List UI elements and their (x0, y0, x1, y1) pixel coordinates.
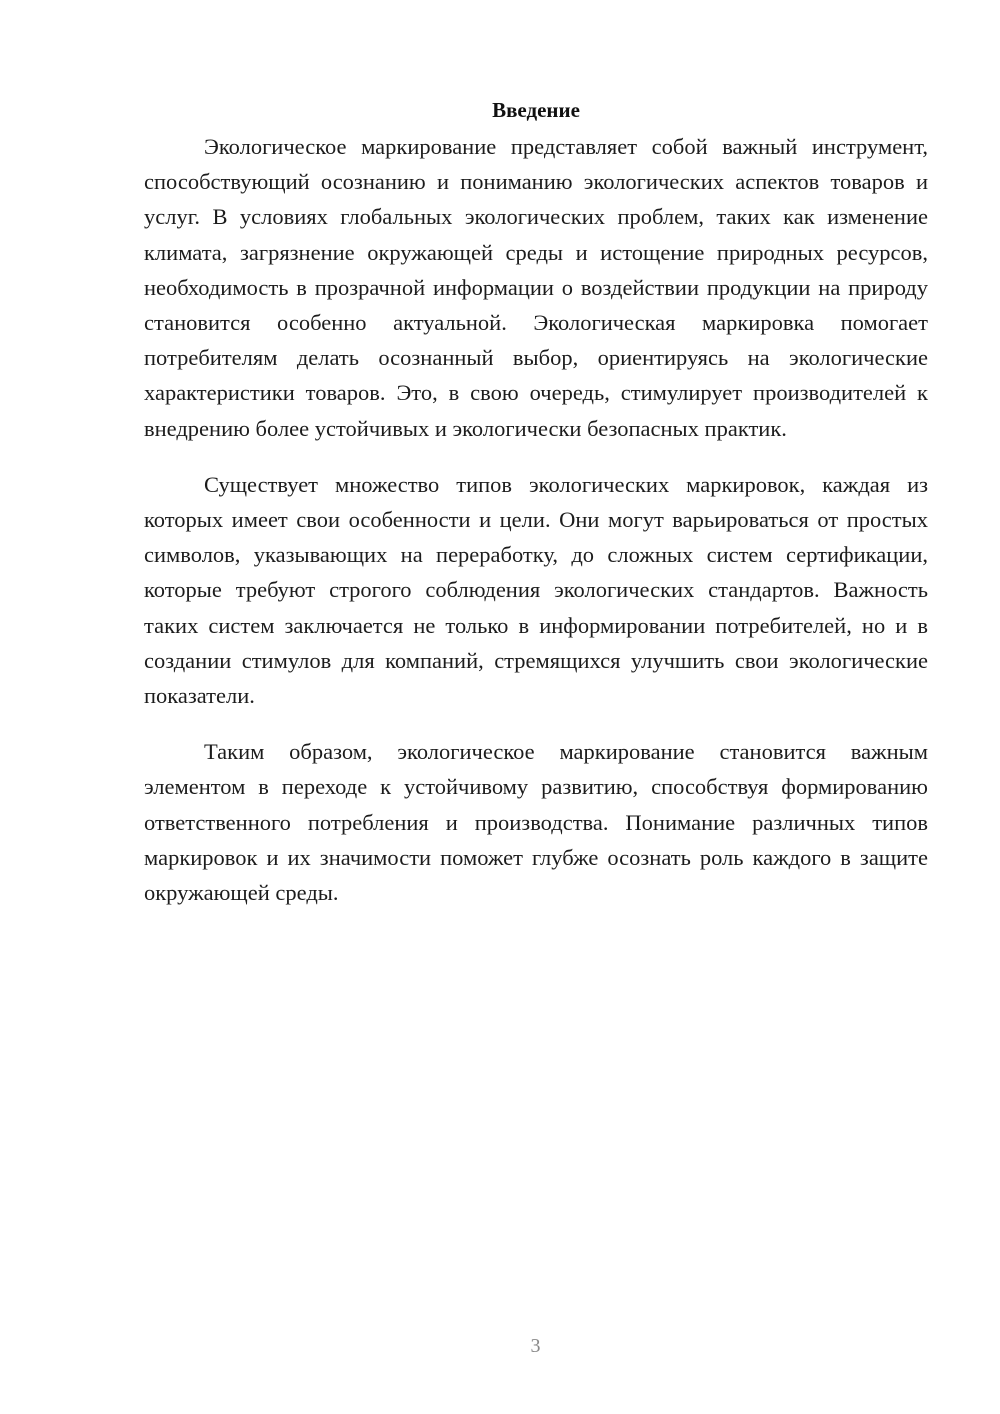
paragraph-intro: Экологическое маркирование представляет собой важный инструмент, способствующий осознанию и пониманию экологических аспектов товаров и услуг. В условиях глобальных экологических проблем, таких как изменение климата, загрязнение окружающей среды и истощение природных ресурсов, необходимость в прозрачной информации о воздействии продукции на природу становится особенно актуальной. Экологическая маркировка помогает потребителям делать осознанный выбор, ориентируясь на экологические характеристики товаров. Это, в свою очередь, стимулирует производителей к внедрению более устойчивых и экологически безопасных практик. (144, 134, 928, 441)
page-body (144, 93, 928, 931)
paragraph-types: Существует множество типов экологических маркировок, каждая из которых имеет свои особенности и цели. Они могут варьироваться от простых символов, указывающих на переработку, до сложных систем сертификации, которые требуют строгого соблюдения экологических стандартов. Важность таких систем заключается не только в информировании потребителей, но и в создании стимулов для компаний, стремящихся улучшить свои экологические показатели. (144, 471, 928, 709)
section-heading: Введение (492, 98, 580, 122)
page-number: 3 (530, 1335, 541, 1357)
paragraph-conclusion: Таким образом, экологическое маркирование становится важным элементом в переходе к устойчивому развитию, способствуя формированию ответственного потребления и производства. Понимание различных типов маркировок и их значимости поможет глубже осознать роль каждого в защите окружающей среды. (144, 739, 928, 906)
